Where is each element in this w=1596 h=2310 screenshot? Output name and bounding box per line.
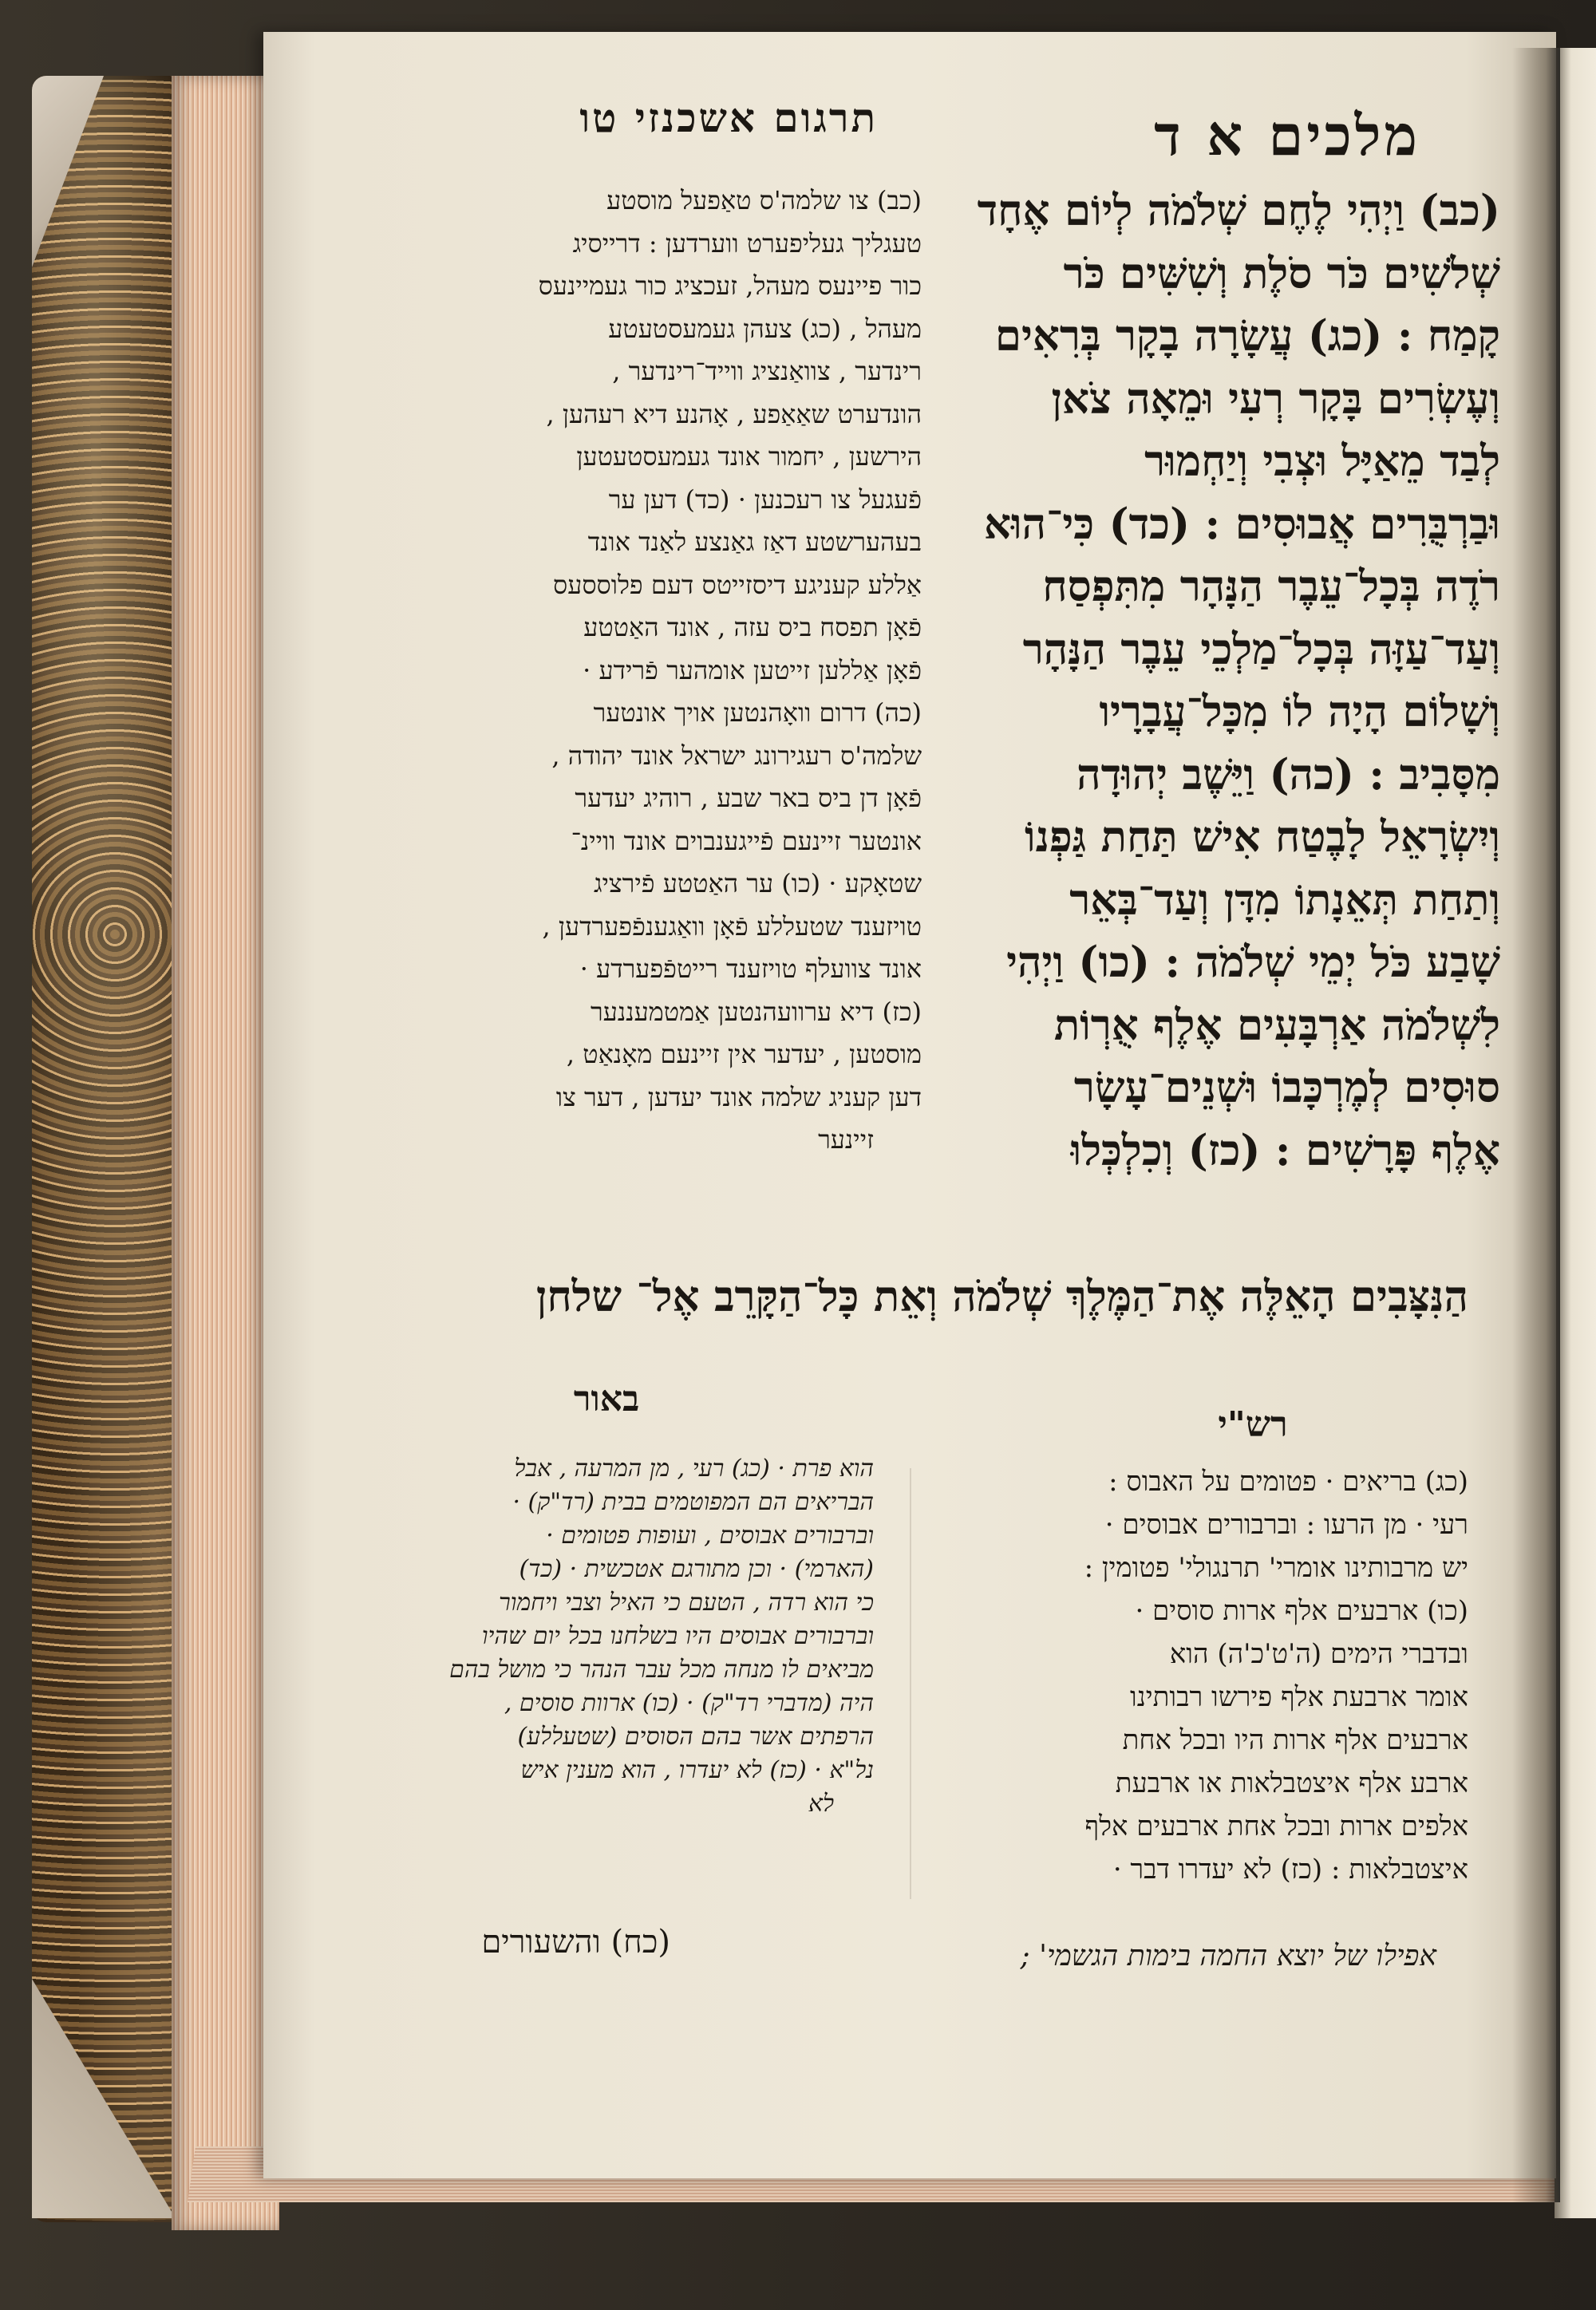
biur-heading: באור [573,1379,640,1420]
catchword-biur: (כח) והשעורים [481,1924,670,1961]
hebrew-line: קָמַח : (כג) עֲשָׂרָה בָקָר בְּרִאִים [994,311,1500,361]
translation-line: (כז) דיא ערוועהנטען אַמטמעננער [591,996,922,1027]
biur-line: נל"א · (כז) לא יעדרו , הוא מענין איש [520,1756,874,1784]
translation-line: מוסטען , יעדער אין זיינעם מאָנאַט , [566,1039,922,1069]
translation-line: (כה) דרום וואָהנטען אויך אונטער [593,697,922,728]
column-divider [910,1468,911,1899]
biur-line: לא [808,1790,834,1818]
translation-line: פֿעגעל צו רעכנען · (כד) דען ער [608,484,922,515]
translation-line: אונטער זיינעם פֿייגענבוים אונד וויינ־ [571,825,922,856]
translation-line: טויזענד שטעללע פֿאָן וואַגענפֿפערדען , [542,910,922,942]
rashi-line: איצטבלאות : (כז) לא יעדרו דבר · [1112,1854,1468,1886]
biur-line: כי הוא רדה , הטעם כי האיל וצבי ויחמור [498,1589,874,1617]
translation-line: זיינער [818,1124,874,1155]
catchword-rashi: אפילו של יוצא החמה בימות הגשמי' ; [1020,1940,1436,1972]
hebrew-line: רֹדֶה בְּכָל־עֵבֶר הַנָּהָר מִתִּפְסַח [1042,562,1500,611]
rashi-commentary [894,1460,1468,1891]
rashi-line: (כג) בריאים · פטומים על האבוס : [1108,1466,1468,1498]
translation-line: מעהל , (כג) צעהן געמעסטעטע [608,313,922,344]
hebrew-line: סוּסִים לְמֶרְכָּבוֹ וּשְׁנֵים־עָשָׂר [1073,1063,1500,1112]
rashi-line: רעי · מן הרעו : וברבורים אבוסים · [1104,1509,1468,1541]
hebrew-line: וְעֶשְׂרִים בָּקָר רְעִי וּמֵאָה צֹאן [1051,373,1500,424]
rashi-heading: רש"י [1218,1404,1288,1445]
translation-line: דען קעניג שלמה אונד יעדען , דער צו [555,1081,922,1112]
biur-line: מביאים לו מנחה מכל עבר הנהר כי מושל בהם [449,1656,874,1684]
hebrew-line: לִשְׁלֹמֹה אַרְבָּעִים אֶלֶף אֻרְוֹת [1053,1000,1500,1050]
biur-line: (הארמי) · וכן מתורגם אטכשית · (כד) [519,1555,874,1583]
biur-line: הרפתים אשר בהם הסוסים (שטעללע) [517,1723,874,1751]
hebrew-continuation-line: הַנִּצָּבִים הָאֵלֶּה אֶת־הַמֶּלֶךְ שְׁלֹמֹה וְאֵת כָּל־הַקָּרֵב אֶל־ שלחן [535,1272,1468,1321]
rashi-line: אומר ארבעת אלף פירשו רבותינו [1130,1681,1468,1713]
rashi-line: יש מרבותינו אומרי' תרנגולי' פטומין : [1084,1552,1468,1584]
hebrew-line: וְיִשְׂרָאֵל לָבֶטַח אִישׁ תַּחַת גַּפְנוֹ [1025,812,1500,862]
biur-line: וברבורים אבוסים , ועופות פטומים · [546,1522,874,1550]
translation-line: בעהערשטע דאַז גאַנצע לאַנד אונד [587,527,922,557]
running-head-book: מלכים א ד [1154,102,1420,168]
rashi-line: ארבע אלף איצטבלאות או ארבעת [1115,1767,1468,1799]
translation-line: שטאָקע · (כו) ער האַטטע פֿירציג [593,868,922,898]
hebrew-line: וּבַרְבֻּרִים אֲבוּסִים : (כד) כִּי־הוּא [983,499,1500,549]
biur-line: הבריאים הם המפוטמים בבית (רד"ק) · [512,1488,874,1516]
translation-line: (כב) צו שלמה'ס טאַפעל מוסטע [606,185,922,215]
rashi-line: אלפים ארות ובכל אחת ארבעים אלף [1084,1810,1468,1842]
translation-line: שלמה'ס רעגירונג ישראל אונד יהודה , [551,740,922,771]
translation-line: פֿאָן דן ביס באר שבע , רוהיג יעדער [575,783,922,813]
hebrew-line: וְשָׁלוֹם הָיָה לוֹ מִכָּל־עֲבָרָיו [1099,687,1500,736]
hebrew-line: שָׁבַע כֹּל יְמֵי שְׁלֹמֹה : (כו) וַיְהִי [1006,938,1500,987]
biur-line: הוא פרת · (כג) רעי , מן המרעה , אבל [514,1455,874,1483]
hebrew-line: מִסָּבִיב : (כה) וַיֵּשֶׁב יְהוּדָה [1077,749,1500,800]
biur-line: וברבורים אבוסים היו בשלחנו בכל יום שהיו [481,1622,874,1650]
facing-page-edge [1555,48,1596,2218]
translation-line: הירשען , יחמור אונד געמעסטעטען [576,441,922,472]
running-head-translation: תרגום אשכנזי טו [579,94,878,141]
rashi-line: ובדברי הימים (ה'ט'כ'ה) הוא [1169,1638,1468,1670]
hebrew-line: וְעַד־עַזָּה בְּכָל־מַלְכֵי עֵבֶר הַנָּהָר [1022,624,1500,674]
hebrew-line: שְׁלֹשִׁים כֹּר סֹלֶת וְשִׁשִּׁים כֹּר [1063,248,1500,298]
translation-line: כור פיינעס מעהל, זעכציג כור געמיינעס [538,270,922,301]
rashi-line: ארבעים אלף ארות היו ובכל אחת [1122,1724,1468,1756]
translation-line: אַללע קעניגע דיסזייטס דעם פלוססעס [553,569,922,600]
translation-line: פֿאָן תפסח ביס עזה , אונד האַטטע [583,612,922,642]
translation-line: הונדערט שאַאַפע , אָהנע דיא רעהען , [546,398,922,429]
biur-commentary [331,1452,874,1821]
hebrew-line: וְתַחַת תְּאֵנָתוֹ מִדָּן וְעַד־בְּאֵר [1069,875,1500,925]
hebrew-line: לְבַד מֵאַיָּל וּצְבִי וְיַחְמוּר [1144,436,1500,486]
translation-line: טעגליך געליפערט ווערדען : דרייסיג [572,227,922,259]
hebrew-line: אֶלֶף פָּרָשִׁים : (כז) וְכִלְכְּלוּ [1070,1125,1500,1175]
translation-line: רינדער , צוואַנציג ווייד־רינדער , [612,356,922,386]
biur-line: היה (מדברי רד"ק) · (כו) ארוות סוסים , [504,1689,874,1717]
translation-line: פֿאָן אַללען זייטען אומהער פֿרידע · [583,654,922,685]
translation-line: אונד צוועלף טויזענד רייטפֿפערדע · [579,954,922,984]
hebrew-text-column [934,180,1500,1182]
yiddish-translation-column [371,180,922,1162]
rashi-line: (כו) ארבעים אלף ארות סוסים · [1135,1595,1468,1627]
book-gutter-shadow [1512,48,1560,2202]
hebrew-line: (כב) וַיְהִי לֶחֶם שְׁלֹמֹה לְיוֹם אֶחָד [977,186,1500,235]
